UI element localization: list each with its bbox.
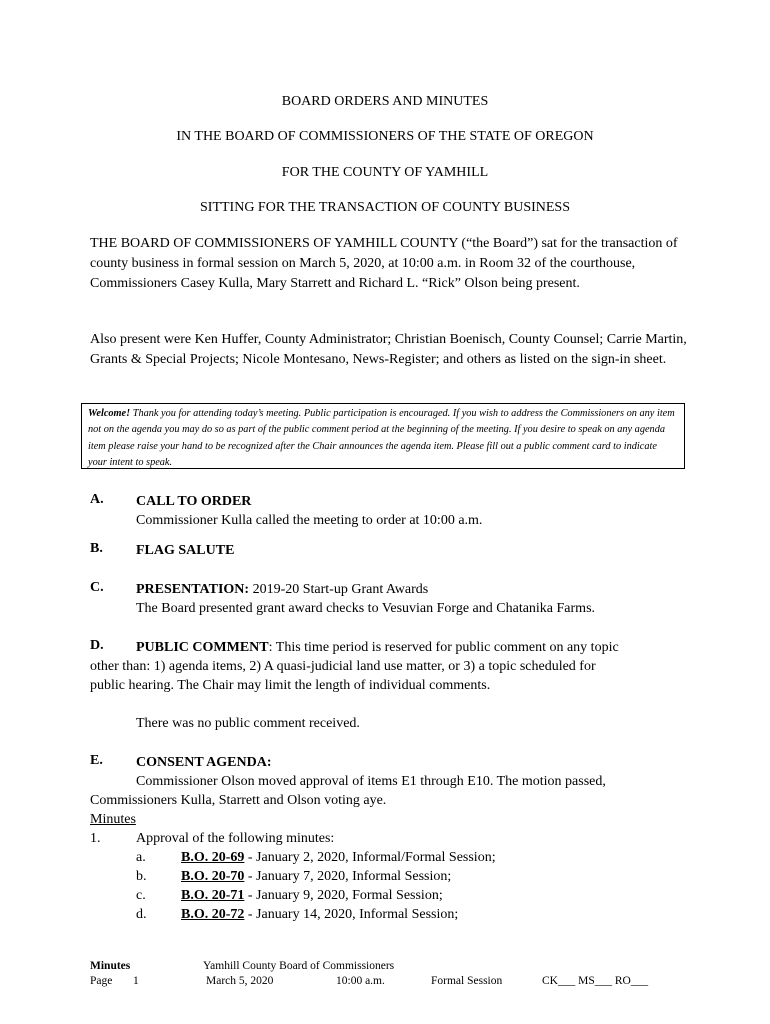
section-b-letter: B. [90, 541, 103, 556]
minutes-subheading: Minutes [90, 812, 136, 827]
title-line-3: FOR THE COUNTY OF YAMHILL [281, 165, 489, 180]
footer-initials: CK___ MS___ RO___ [542, 975, 649, 987]
footer-org: Yamhill County Board of Commissioners [203, 960, 395, 972]
section-a-body: Commissioner Kulla called the meeting to order at 10:00 a.m. [136, 513, 483, 528]
minutes-item-letter: a. [136, 850, 146, 865]
section-d-line-1: : This time period is reserved for public comment on any topic [268, 640, 619, 655]
section-e-line-1: Commissioner Olson moved approval of items E1 through E10. The motion passed, [136, 774, 606, 789]
footer-session: Formal Session [431, 975, 503, 987]
minutes-item [181, 886, 443, 905]
section-c-heading [136, 580, 428, 599]
minutes-item-letter: d. [136, 907, 147, 922]
notice-lead: Welcome! [88, 408, 131, 419]
minutes-item-letter: c. [136, 888, 146, 903]
minutes-item [181, 867, 451, 886]
welcome-notice-box [81, 403, 685, 469]
section-c-body: The Board presented grant award checks to Vesuvian Forge and Chatanika Farms. [136, 601, 596, 616]
board-order-link[interactable]: B.O. 20-72 [181, 907, 245, 922]
title-line-1: BOARD ORDERS AND MINUTES [281, 94, 489, 109]
title-line-4: SITTING FOR THE TRANSACTION OF COUNTY BUSINESS [200, 200, 570, 215]
board-order-link[interactable]: B.O. 20-70 [181, 869, 245, 884]
footer-doc-type: Minutes [90, 960, 131, 972]
section-a-title: CALL TO ORDER [136, 494, 252, 509]
minutes-item-desc: - January 2, 2020, Informal/Formal Session; [244, 850, 496, 865]
minutes-item-desc: - January 9, 2020, Formal Session; [244, 888, 443, 903]
board-order-link[interactable]: B.O. 20-71 [181, 888, 245, 903]
minutes-item-desc: - January 7, 2020, Informal Session; [244, 869, 452, 884]
minutes-item-desc: - January 14, 2020, Informal Session; [244, 907, 459, 922]
minutes-item [181, 848, 496, 867]
footer-page-number: 1 [133, 975, 139, 987]
section-d-result: There was no public comment received. [136, 716, 360, 731]
notice-text: Thank you for attending today’s meeting. Public participation is encouraged. If you wish to address the Commissioners on any item not on the agenda you may do so as part of the public comment period at the beginning of the meeting. If you desire to speak on any agenda item please raise your hand to be recognized after the Chair announces the agenda item. Please fill out a public comment card to indicate your intent to speak. [88, 408, 675, 468]
section-b-title: FLAG SALUTE [136, 543, 235, 558]
section-d-line-2: other than: 1) agenda items, 2) A quasi-judicial land use matter, or 3) a topic scheduled for [90, 659, 596, 674]
intro-paragraph-2: Also present were Ken Huffer, County Administrator; Christian Boenisch, County Counsel; Carrie Martin, Grants & Special Projects; Nicole Montesano, News-Register; and others as listed on the sign-in sheet. [90, 332, 687, 367]
section-a-letter: A. [90, 492, 104, 507]
section-e-letter: E. [90, 753, 103, 768]
minutes-item-letter: b. [136, 869, 147, 884]
section-d-letter: D. [90, 638, 104, 653]
minutes-item [181, 905, 458, 924]
footer-time: 10:00 a.m. [336, 975, 385, 987]
section-d-title: PUBLIC COMMENT [136, 640, 269, 655]
intro-paragraph-1: THE BOARD OF COMMISSIONERS OF YAMHILL COUNTY (“the Board”) sat for the transaction of county business in formal session on March 5, 2020, at 10:00 a.m. in Room 32 of the courthouse, Commissioners Casey Kulla, Mary Starrett and Richard L. “Rick” Olson being present. [90, 236, 678, 291]
item-1-number: 1. [90, 831, 101, 846]
section-d-heading [136, 638, 619, 657]
item-1-text: Approval of the following minutes: [136, 831, 335, 846]
section-d-line-3: public hearing. The Chair may limit the length of individual comments. [90, 678, 491, 693]
title-line-2: IN THE BOARD OF COMMISSIONERS OF THE STATE OF OREGON [176, 129, 594, 144]
section-c-title-rest: 2019-20 Start-up Grant Awards [249, 582, 429, 597]
footer-page-label: Page [90, 975, 113, 987]
section-c-letter: C. [90, 580, 104, 595]
board-order-link[interactable]: B.O. 20-69 [181, 850, 245, 865]
section-c-title: PRESENTATION: [136, 582, 250, 597]
footer-date: March 5, 2020 [206, 975, 274, 987]
section-e-title: CONSENT AGENDA: [136, 755, 272, 770]
section-e-line-2: Commissioners Kulla, Starrett and Olson voting aye. [90, 793, 387, 808]
